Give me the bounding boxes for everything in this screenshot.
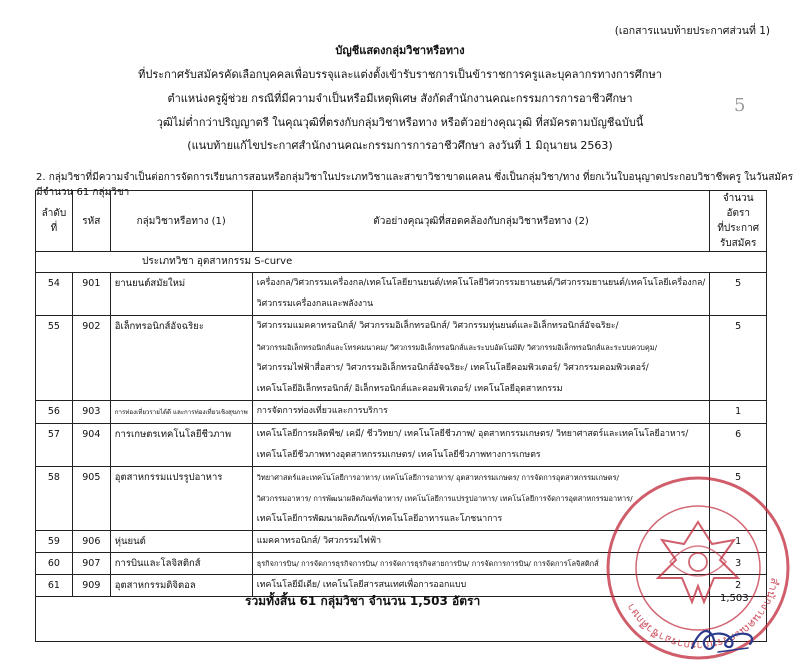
row-group: ยานยนต์สมัยใหม่	[110, 273, 252, 316]
doc-title: บัญชีแสดงกลุ่มวิชาหรือทาง	[335, 44, 465, 57]
row-num: 57	[36, 424, 73, 467]
example-line: เทคโนโลยีการผลิตพืช/ เคมี/ ชีววิทยา/ เทคโนโลยีชีวภาพ/ อุตสาหกรรมเกษตร/ วิทยาศาสตร์และเทคโนโลยีอาหาร/	[256, 429, 689, 439]
category-row	[36, 252, 767, 273]
row-qty: 1	[710, 531, 767, 553]
table-row	[36, 424, 767, 467]
row-code: 904	[72, 424, 110, 467]
row-qty: 5	[710, 467, 767, 531]
row-qty: 5	[710, 273, 767, 316]
table-row	[36, 273, 767, 316]
header-qty-line1: จำนวนอัตรา	[722, 193, 754, 219]
example-line: เครื่องกล/วิศวกรรมเครื่องกล/เทคโนโลยียานยนต์/เทคโนโลยีวิศวกรรมยานยนต์/วิศวกรรมยานยนต์/เทคโนโลยีเครื่องกล/	[256, 278, 706, 288]
row-code: 901	[72, 273, 110, 316]
example-line: การจัดการท่องเที่ยวและการบริการ	[256, 406, 388, 416]
row-group	[110, 401, 252, 424]
table-row	[36, 401, 767, 424]
row-num: 61	[36, 575, 73, 597]
example-line: วิศวกรรมอาหาร/ การพัฒนาผลิตภัณฑ์อาหาร/ เทคโนโลยีการแปรรูปอาหาร/ เทคโนโลยีการจัดการอุตสาหกรรมอาหาร/	[256, 494, 633, 503]
example-line: เทคโนโลยีอิเล็กทรอนิกส์/ อิเล็กทรอนิกส์และคอมพิวเตอร์/ เทคโนโลยีอุตสาหกรรม	[256, 384, 563, 394]
example-line: วิศวกรรมเครื่องกลและพลังงาน	[256, 299, 374, 309]
row-qty: 3	[710, 553, 767, 575]
category-label: ประเภทวิชา อุตสาหกรรม S-curve	[142, 256, 293, 267]
row-examples	[252, 273, 710, 316]
row-qty: 2	[710, 575, 767, 597]
title-line-5: (แนบท้ายแก้ไขประกาศสำนักงานคณะกรรมการการอาชีวศึกษา ลงวันที่ 1 มิถุนายน 2563)	[187, 139, 613, 152]
row-group: อุตสาหกรรมดิจิตอล	[110, 575, 252, 597]
row-num: 58	[36, 467, 73, 531]
header-qty-line2: ที่ประกาศรับสมัคร	[717, 223, 760, 249]
row-group: อิเล็กทรอนิกส์อัจฉริยะ	[110, 316, 252, 401]
row-code: 909	[72, 575, 110, 597]
row-code: 903	[72, 401, 110, 424]
row-group: การเกษตรเทคโนโลยีชีวภาพ	[110, 424, 252, 467]
row-examples	[252, 401, 710, 424]
example-line: เทคโนโลยีมีเดีย/ เทคโนโลยีสารสนเทศเพื่อการออกแบบ	[256, 580, 467, 590]
row-num: 54	[36, 273, 73, 316]
row-num: 59	[36, 531, 73, 553]
example-line: วิทยาศาสตร์และเทคโนโลยีการอาหาร/ เทคโนโลยีการอาหาร/ อุตสาหกรรมเกษตร/ การจัดการอุตสาหกรรมเกษตร/	[256, 473, 620, 482]
section-description: 2. กลุ่มวิชาที่มีความจำเป็นต่อการจัดการเรียนการสอนหรือกลุ่มวิชาในประเภทวิชาและสาขาวิชาขาดแคลน ซึ่งเป็นกลุ่มวิชา/ทาง ที่ยกเว้นใบอนุญาตประกอบวิชาชีพครู ในวันสมัคร มีจำนวน 61 กลุ่มวิชา	[36, 172, 794, 198]
stamp-text: สำนักงานคณะกรรมการการอาชีวศึกษา	[624, 576, 782, 653]
title-line-3: ตำแหน่งครูผู้ช่วย กรณีที่มีความจำเป็นหรือมีเหตุพิเศษ สังกัดสำนักงานคณะกรรมการการอาชีวศึกษา	[167, 92, 633, 105]
row-qty: 6	[710, 424, 767, 467]
attachment-note: (เอกสารแนบท้ายประกาศส่วนที่ 1)	[614, 25, 770, 37]
summary-qty: 1,503	[720, 593, 749, 604]
row-code: 902	[72, 316, 110, 401]
row-examples	[252, 316, 710, 401]
table-row	[36, 316, 767, 401]
row-code: 907	[72, 553, 110, 575]
summary-total: รวมทั้งสิ้น 61 กลุ่มวิชา จำนวน 1,503 อัตรา	[245, 594, 481, 608]
row-group: การบินและโลจิสติกส์	[110, 553, 252, 575]
example-line: วิศวกรรมแมคคาทรอนิกส์/ วิศวกรรมอิเล็กทรอนิกส์/ วิศวกรรมหุ่นยนต์และอิเล็กทรอนิกส์อัจฉริยะ/	[256, 321, 619, 331]
row-qty: 5	[710, 316, 767, 401]
header-num: ลำดับที่	[36, 191, 73, 252]
header-code: รหัส	[72, 191, 110, 252]
row-num: 55	[36, 316, 73, 401]
signature	[688, 622, 758, 656]
row-num: 60	[36, 553, 73, 575]
header-examples: ตัวอย่างคุณวุฒิที่สอดคล้องกับกลุ่มวิชาหรือทาง (2)	[252, 191, 710, 252]
table-header-row	[36, 191, 767, 252]
row-code: 905	[72, 467, 110, 531]
page-number: 5	[734, 95, 746, 116]
example-line: วิศวกรรมอิเล็กทรอนิกส์และโทรคมนาคม/ วิศวกรรมอิเล็กทรอนิกส์และระบบอัตโนมัติ/ วิศวกรรมอิเล็กทรอนิกส์และระบบควบคุม/	[256, 343, 658, 352]
row-code: 906	[72, 531, 110, 553]
row-num: 56	[36, 401, 73, 424]
row-examples	[252, 424, 710, 467]
row-group-label: การท่องเที่ยวรายได้ดี และการท่องเที่ยวเชิงสุขภาพ	[114, 409, 248, 416]
row-qty: 1	[710, 401, 767, 424]
example-line: เทคโนโลยีการพัฒนาผลิตภัณฑ์/เทคโนโลยีอาหารและโภชนาการ	[256, 514, 503, 524]
title-line-2: ที่ประกาศรับสมัครคัดเลือกบุคคลเพื่อบรรจุและแต่งตั้งเข้ารับราชการเป็นข้าราชการครูและบุคลากรทางการศึกษา	[138, 68, 662, 81]
example-line: ธุรกิจการบิน/ การจัดการธุรกิจการบิน/ การจัดการธุรกิจสายการบิน/ การจัดการการบิน/ การจัดการโลจิสติกส์	[256, 559, 599, 568]
header-qty	[710, 191, 767, 252]
row-group: หุ่นยนต์	[110, 531, 252, 553]
example-line: แมคคาทรอนิกส์/ วิศวกรรมไฟฟ้า	[256, 536, 382, 546]
title-line-4: วุฒิไม่ต่ำกว่าปริญญาตรี ในคุณวุฒิที่ตรงกับกลุ่มวิชาหรือทาง หรือตัวอย่างคุณวุฒิ ที่สมัครตามบัญชีฉบับนี้	[156, 116, 644, 129]
header-group: กลุ่มวิชาหรือทาง (1)	[110, 191, 252, 252]
example-line: เทคโนโลยีชีวภาพทางอุตสาหกรรมเกษตร/ เทคโนโลยีชีวภาพทางการเกษตร	[256, 450, 541, 460]
row-group: อุตสาหกรรมแปรรูปอาหาร	[110, 467, 252, 531]
example-line: วิศวกรรมไฟฟ้าสื่อสาร/ วิศวกรรมอิเล็กทรอนิกส์อัจฉริยะ/ เทคโนโลยีคอมพิวเตอร์/ วิศวกรรมคอมพิวเตอร์/	[256, 363, 649, 373]
